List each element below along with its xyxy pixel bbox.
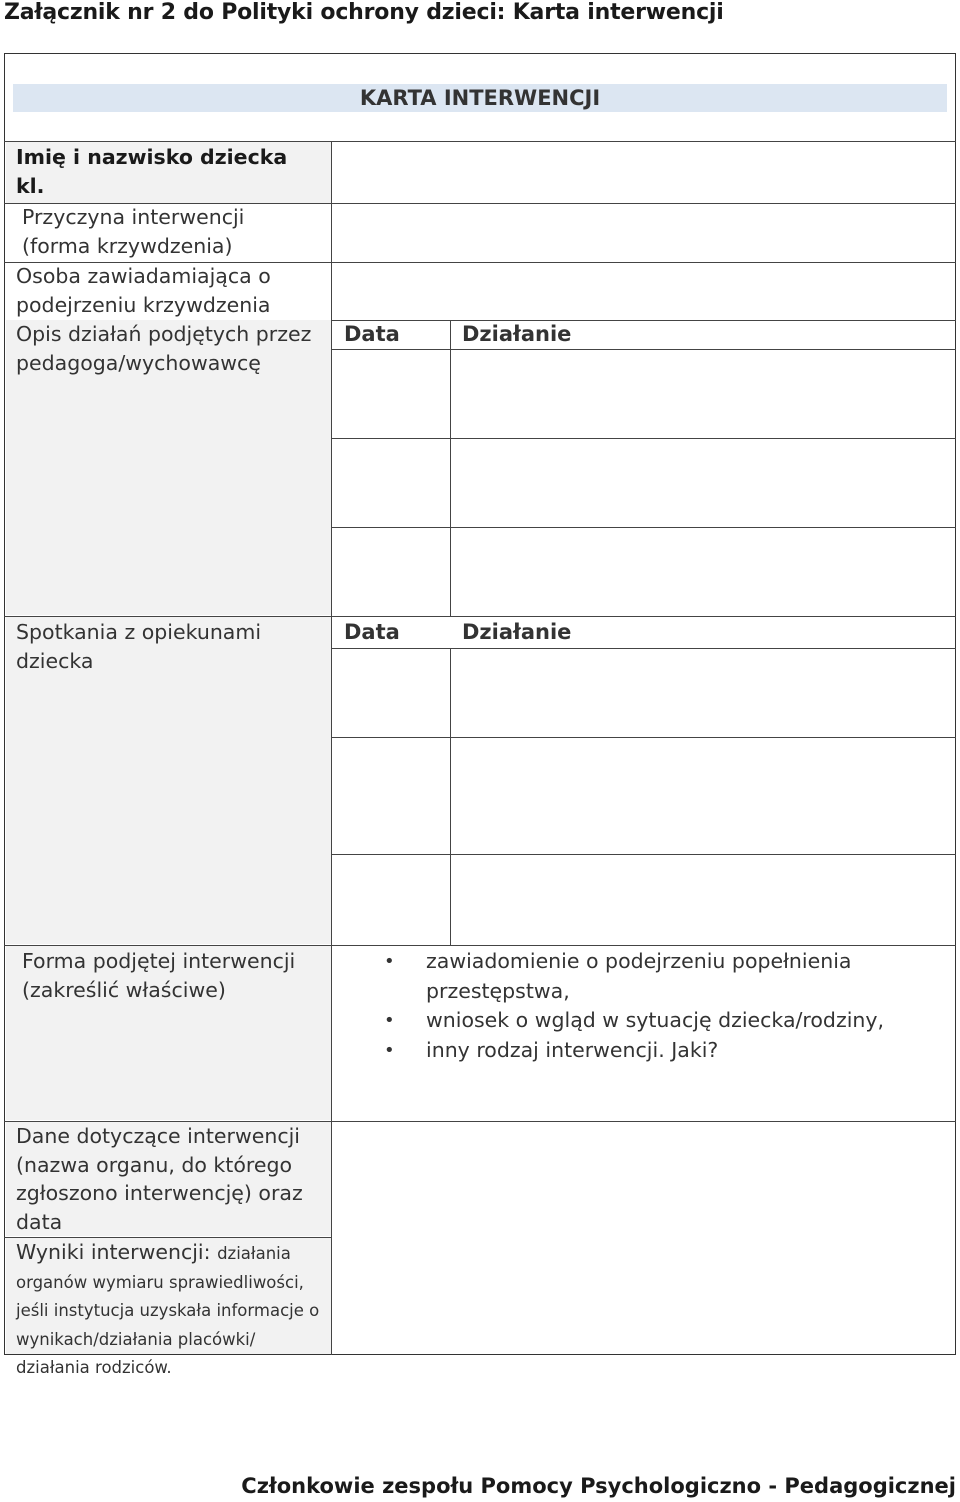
child-name-field[interactable]: [333, 143, 954, 201]
meetings-action-field[interactable]: [452, 650, 954, 735]
results-label: [16, 1238, 321, 1381]
reason-label: Przyczyna interwencji (forma krzywdzenia): [22, 205, 245, 258]
row-divider: [331, 349, 956, 350]
intervention-option[interactable]: • inny rodzaj interwencji. Jaki?: [384, 1036, 946, 1066]
meetings-date-field[interactable]: [333, 650, 448, 943]
results-label-main: Wyniki interwencji:: [16, 1240, 211, 1264]
row-divider: [4, 616, 956, 617]
row-divider: [331, 648, 956, 649]
intervention-data-label: Dane dotyczące interwencji (nazwa organu, do którego zgłoszono interwencję) oraz data: [16, 1124, 303, 1234]
actions-label: Opis działań podjętych przez pedagoga/wychowawcę: [16, 322, 312, 375]
meetings-action-header: Działanie: [462, 620, 572, 644]
actions-action-field[interactable]: [452, 351, 954, 436]
class-label: kl.: [16, 174, 45, 198]
notifier-label: Osoba zawiadamiająca o podejrzeniu krzywdzenia: [16, 264, 271, 317]
meetings-action-field[interactable]: [452, 856, 954, 943]
intervention-options-list: [384, 947, 946, 1065]
column-divider: [331, 141, 332, 1355]
actions-date-header: Data: [344, 322, 400, 346]
form-title: KARTA INTERWENCJI: [359, 86, 601, 110]
actions-action-field[interactable]: [452, 529, 954, 614]
row-divider: [331, 320, 956, 321]
intervention-option[interactable]: • wniosek o wgląd w sytuację dziecka/rodziny,: [384, 1006, 946, 1036]
intervention-data-field[interactable]: [333, 1123, 954, 1353]
intervention-form-label: Forma podjętej interwencji (zakreślić właściwe): [22, 949, 296, 1002]
document-title: Załącznik nr 2 do Polityki ochrony dzieci: Karta interwencji: [4, 0, 724, 25]
results-label-detail: działania organów wymiaru sprawiedliwości, jeśli instytucja uzyskała informacje o wynikach/działania placówki/ działania rodziców.: [16, 1244, 320, 1377]
column-divider: [450, 320, 451, 616]
actions-date-field[interactable]: [333, 351, 448, 614]
meetings-action-field[interactable]: [452, 739, 954, 852]
reason-field[interactable]: [333, 205, 954, 260]
notifier-field[interactable]: [333, 264, 954, 318]
meetings-label: Spotkania z opiekunami dziecka: [16, 620, 262, 673]
document-footer: Członkowie zespołu Pomocy Psychologiczno - Pedagogicznej: [241, 1474, 956, 1498]
actions-action-field[interactable]: [452, 440, 954, 525]
child-name-label: Imię i nazwisko dziecka: [16, 145, 288, 169]
actions-action-header: Działanie: [462, 322, 572, 346]
column-divider: [450, 648, 451, 945]
intervention-option[interactable]: • zawiadomienie o podejrzeniu popełnienia przestępstwa,: [384, 947, 886, 1006]
meetings-date-header: Data: [344, 620, 400, 644]
row-divider: [4, 945, 956, 946]
row-divider: [4, 141, 956, 142]
